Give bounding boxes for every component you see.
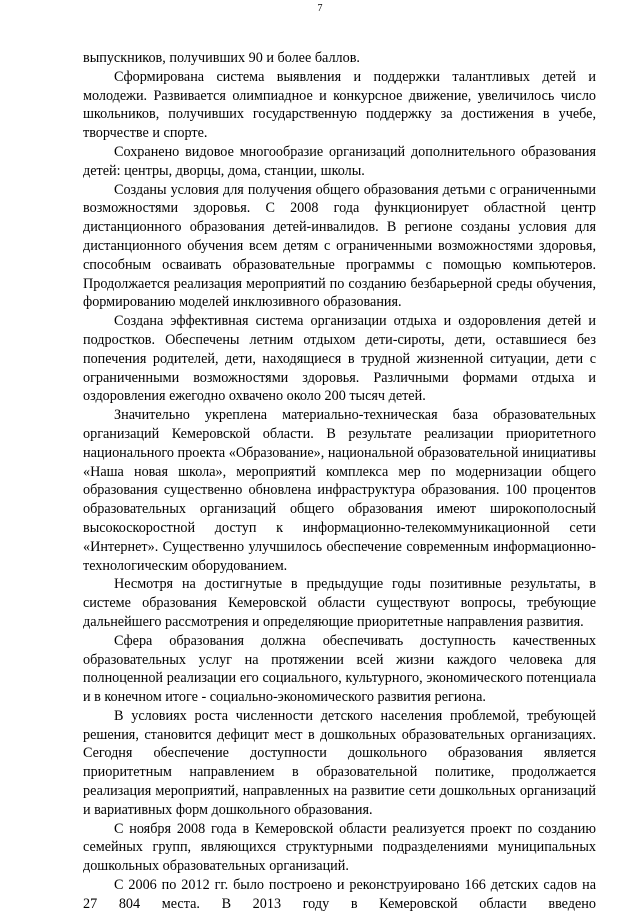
paragraph-7: Несмотря на достигнутые в предыдущие годы позитивные результаты, в системе образования Кемеровской области существуют вопросы, требующие дальнейшего рассмотрения и определяющие приоритетные направления развития. xyxy=(83,576,596,630)
paragraph-10: С ноября 2008 года в Кемеровской области реализуется проект по созданию семейных групп, являющихся структурными подразделениями муниципальных дошкольных образовательных организаций. xyxy=(83,820,596,875)
paragraph-9: В условиях роста численности детского населения проблемой, требующей решения, становится дефицит мест в дошкольных образовательных организациях. Сегодня обеспечение доступности дошкольного образования является приоритетным направлением в образовательной политике, продолжается реализация мероприятий, направленных на развитие сети дошкольных организаций и вариативных форм дошкольного образования. xyxy=(83,707,596,818)
page-number: 7 xyxy=(317,3,323,14)
paragraph-6: Значительно укреплена материально-техническая база образовательных организаций Кемеровской области. В результате реализации приоритетного национального проекта «Образование», национальной образовательной инициативы «Наша новая школа», мероприятий комплекса мер по модернизации общего образования существенно обновлена инфраструктура образования. 100 процентов образовательных организаций общего образования имеют широкополосный высокоскоростной доступ к информационно-телекоммуникационной сети «Интернет». Существенно улучшилось обеспечение современным информационно-технологическим оборудованием. xyxy=(83,407,596,574)
body-text xyxy=(83,49,596,914)
paragraph-2: Сформирована система выявления и поддержки талантливых детей и молодежи. Развивается олимпиадное и конкурсное движение, увеличилось число школьников, получивших государственную поддержку за достижения в учебе, творчестве и спорте. xyxy=(83,68,596,142)
paragraph-8: Сфера образования должна обеспечивать доступность качественных образовательных услуг на протяжении всей жизни каждого человека для полноценной реализации его социального, культурного, экономического потенциала и в конечном итоге - социально-экономического развития региона. xyxy=(83,632,596,706)
paragraph-11: С 2006 по 2012 гг. было построено и реконструировано 166 детских садов на 27 804 места. В 2013 году в Кемеровской области введено xyxy=(83,877,596,912)
paragraph-1: выпускников, получивших 90 и более баллов. xyxy=(83,50,360,66)
paragraph-4: Созданы условия для получения общего образования детьми с ограниченными возможностями здоровья. С 2008 года функционирует областной центр дистанционного образования детей-инвалидов. В регионе созданы условия для дистанционного обучения всем детям с ограниченными возможностями здоровья, способным осваивать образовательные программы с помощью компьютеров. Продолжается реализация мероприятий по созданию безбарьерной среды обучения, формированию моделей инклюзивного образования. xyxy=(83,181,596,311)
paragraph-3: Сохранено видовое многообразие организаций дополнительного образования детей: центры, дворцы, дома, станции, школы. xyxy=(83,143,596,179)
paragraph-5: Создана эффективная система организации отдыха и оздоровления детей и подростков. Обеспечены летним отдыхом дети-сироты, дети, оставшиеся без попечения родителей, дети, находящиеся в трудной жизненной ситуации, дети с ограниченными возможностями здоровья. Различными формами отдыха и оздоровления ежегодно охвачено около 200 тысяч детей. xyxy=(83,313,596,405)
